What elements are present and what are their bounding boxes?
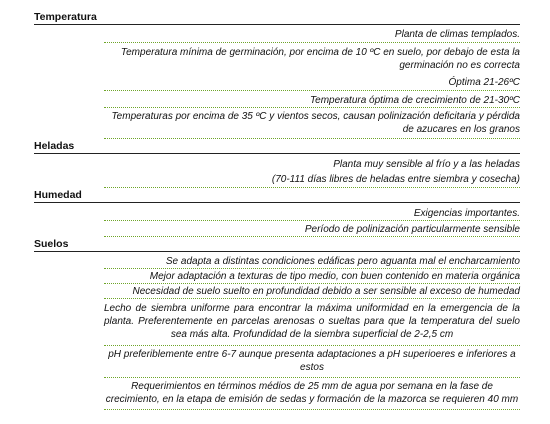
entry-climas-templados: Planta de climas templados. bbox=[394, 29, 520, 40]
dotted-divider bbox=[104, 268, 520, 269]
entry-dias-libres-heladas: (70-111 días libres de heladas entre siembra y cosecha) bbox=[271, 174, 520, 185]
dotted-divider bbox=[104, 107, 520, 108]
entry-suelo-suelto: Necesidad de suelo suelto en profundidad debido a ser sensible al exceso de humedad bbox=[132, 286, 520, 297]
dotted-divider bbox=[104, 377, 520, 378]
entry-ph: pH preferiblemente entre 6-7 aunque presenta adaptaciones a pH superioeres e inferiores a estos bbox=[108, 349, 516, 373]
entry-sensible-heladas: Planta muy sensible al frío y a las heladas bbox=[333, 159, 520, 170]
entry-requerimientos-agua: Requerimientos en términos médios de 25 mm de agua por semana en la fase de crecimiento, en la etapa de emisión de sedas y formación de la mazorca se requieren 40 mm bbox=[105, 381, 519, 405]
dotted-divider bbox=[104, 409, 520, 410]
entry-polinizacion: Período de polinización particularmente sensible bbox=[304, 224, 520, 235]
section-heading-temperatura: Temperatura bbox=[34, 11, 520, 25]
section-heading-suelos: Suelos bbox=[34, 238, 520, 252]
entry-temperatura-minima-germinacion: Temperatura mínima de germinación, por encima de 10 ºC en suelo, por debajo de esta la germinación no es correcta bbox=[120, 47, 520, 71]
section-heading-heladas: Heladas bbox=[34, 140, 520, 154]
dotted-divider bbox=[104, 90, 520, 91]
entry-lecho-siembra: Lecho de siembra uniforme para encontrar la máxima uniformidad en la emergencia de la planta. Preferentemente en parcelas arenosas o sueltas para que la temperatura del suelo sea más alta. Profundidad de la siembra superficial de 2-2,5 cm bbox=[104, 303, 520, 340]
dotted-divider bbox=[104, 138, 520, 139]
dotted-divider bbox=[104, 236, 520, 237]
dotted-divider bbox=[104, 187, 520, 188]
entry-temperaturas-35: Temperaturas por encima de 35 ºC y vientos secos, causan polinización deficitaria y pérdida de azucares en los granos bbox=[111, 111, 520, 135]
entry-temperatura-optima-crecimiento: Temperatura óptima de crecimiento de 21-30ºC bbox=[309, 95, 520, 106]
entry-optima: Óptima 21-26ºC bbox=[448, 77, 520, 88]
entry-texturas: Mejor adaptación a texturas de tipo medio, con buen contenido en materia orgánica bbox=[149, 271, 520, 282]
dotted-divider bbox=[104, 42, 520, 43]
dotted-divider bbox=[104, 220, 520, 221]
entry-condiciones-edaficas: Se adapta a distintas condiciones edáficas pero aguanta mal el encharcamiento bbox=[165, 256, 520, 267]
section-heading-humedad: Humedad bbox=[34, 189, 520, 203]
dotted-divider bbox=[104, 283, 520, 284]
entry-exigencias: Exigencias importantes. bbox=[413, 208, 520, 219]
dotted-divider bbox=[104, 345, 520, 346]
dotted-divider bbox=[104, 298, 520, 299]
